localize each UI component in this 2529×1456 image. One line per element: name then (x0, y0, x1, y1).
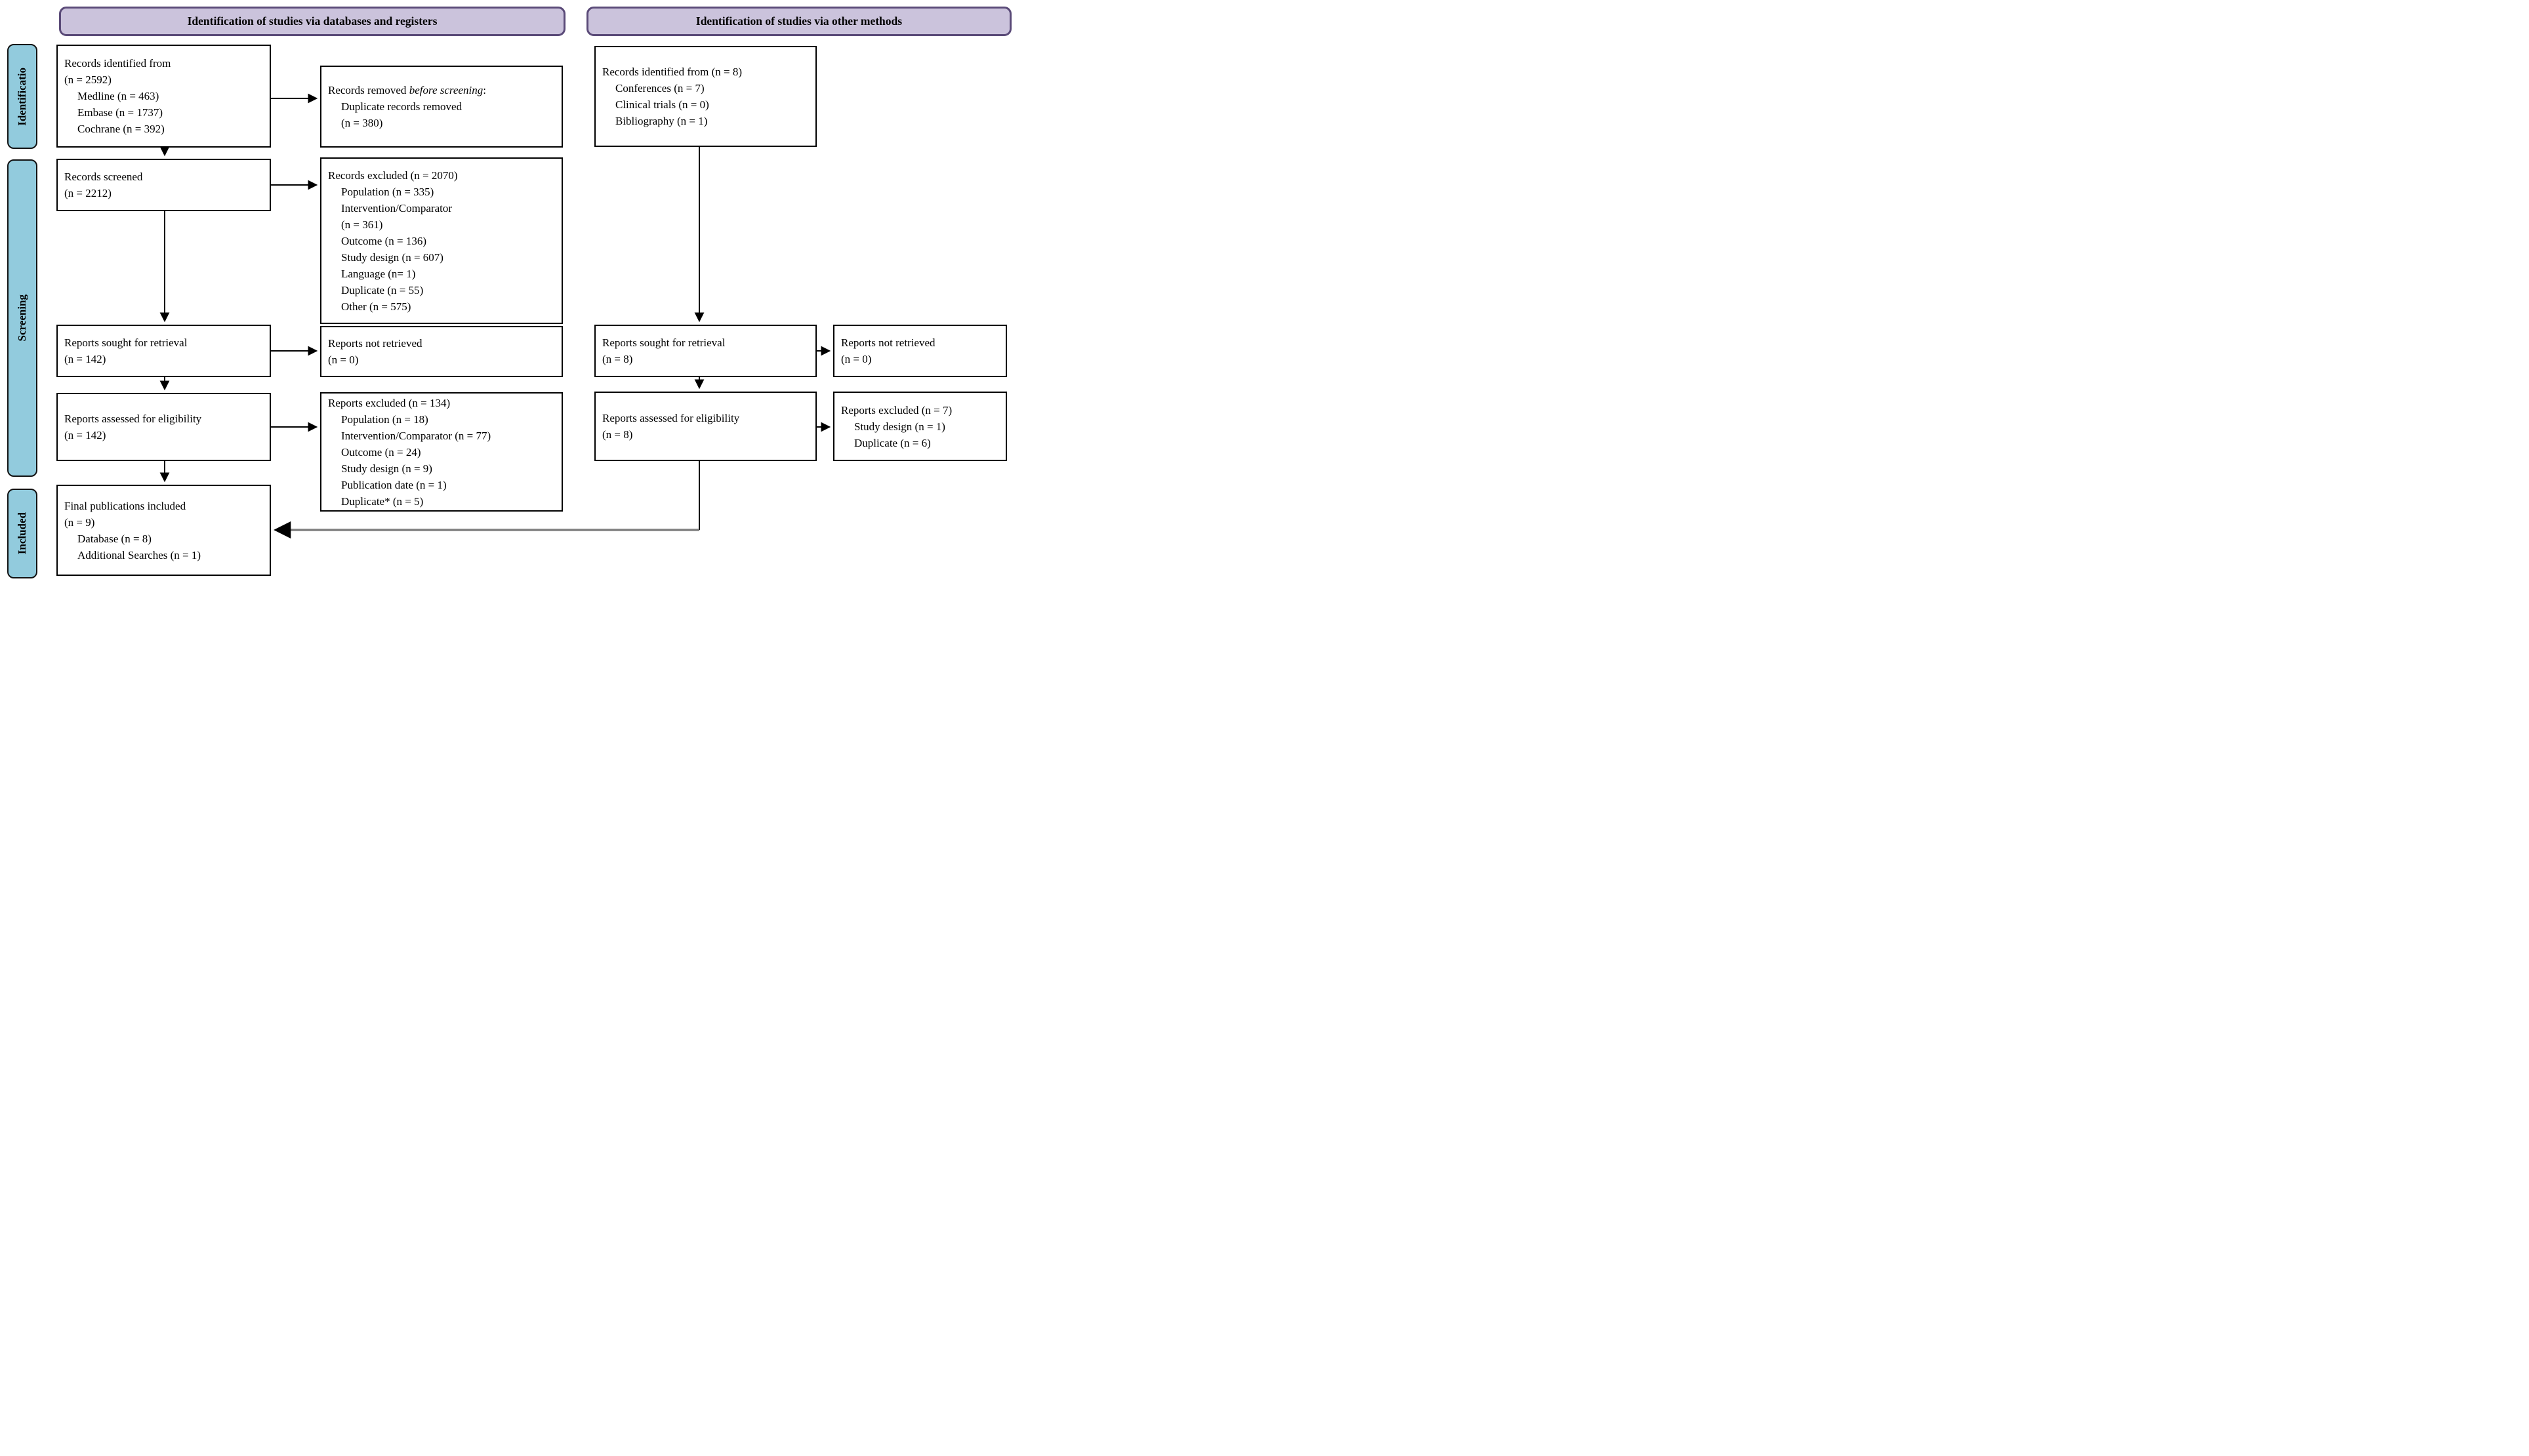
box-line: (n = 142) (64, 429, 106, 441)
box-line: Other (n = 575) (341, 300, 411, 313)
box-line: Duplicate (n = 55) (341, 283, 424, 296)
box-line: Outcome (n = 136) (341, 234, 426, 247)
box-line: Study design (n = 1) (854, 420, 945, 433)
box-line: Additional Searches (n = 1) (77, 548, 201, 561)
box-line: Reports assessed for eligibility (64, 413, 202, 425)
stage-included (7, 489, 37, 578)
box-line: Reports assessed for eligibility (602, 412, 740, 424)
box-line: Reports excluded (n = 7) (841, 403, 953, 416)
box-line: Reports sought for retrieval (64, 336, 188, 349)
box-line: Study design (n = 607) (341, 251, 443, 264)
box-reports-sought-other (594, 325, 817, 377)
box-line: Intervention/Comparator (341, 201, 453, 214)
box-line: Outcome (n = 24) (341, 445, 421, 458)
box-line: Records identified from (64, 57, 171, 70)
box-line: Conferences (n = 7) (615, 82, 705, 94)
stage-screening (7, 159, 37, 477)
box-line: Records identified from (n = 8) (602, 66, 743, 78)
box-records-removed (320, 66, 563, 148)
italic-phrase: before screening (409, 84, 483, 96)
box-reports-excluded-134 (320, 392, 563, 512)
box-line: Database (n = 8) (77, 532, 152, 545)
box-records-identified-databases (56, 45, 271, 148)
box-line: Population (n = 335) (341, 185, 434, 198)
stage-identification-label: Identificatio (16, 67, 28, 126)
box-records-screened (56, 159, 271, 211)
box-line: Duplicate* (n = 5) (341, 495, 424, 508)
box-line: (n = 2592) (64, 73, 112, 86)
box-line: (n = 142) (64, 353, 106, 365)
prisma-flow-diagram (0, 0, 1014, 584)
box-line: Embase (n = 1737) (77, 106, 163, 119)
box-reports-not-retrieved (320, 326, 563, 377)
box-line: (n = 8) (602, 428, 633, 441)
box-records-identified-other (594, 46, 817, 147)
box-line: Reports excluded (n = 134) (328, 396, 451, 409)
box-line: (n = 380) (341, 117, 383, 129)
stage-screening-label: Screening (16, 294, 28, 342)
box-line: Duplicate (n = 6) (854, 436, 931, 449)
box-reports-not-retrieved-other (833, 325, 1007, 377)
box-line: Bibliography (n = 1) (615, 115, 708, 127)
box-records-excluded (320, 157, 563, 324)
header-other-label: Identification of studies via other methods (695, 14, 903, 28)
box-line: Records removed before screening: (328, 84, 486, 96)
box-reports-sought (56, 325, 271, 377)
box-reports-assessed-other (594, 392, 817, 461)
box-reports-assessed (56, 393, 271, 461)
box-line: Records excluded (n = 2070) (328, 169, 458, 182)
box-line: Study design (n = 9) (341, 462, 432, 475)
box-line: Intervention/Comparator (n = 77) (341, 429, 491, 442)
box-line: (n = 9) (64, 516, 95, 529)
box-line: Language (n= 1) (341, 267, 416, 280)
box-line: (n = 0) (841, 353, 872, 365)
box-line: Medline (n = 463) (77, 90, 159, 102)
header-databases-registers (59, 7, 565, 36)
box-line: (n = 0) (328, 354, 359, 366)
box-line: Records screened (64, 171, 143, 183)
box-line: Clinical trials (n = 0) (615, 98, 709, 111)
box-reports-excluded-7 (833, 392, 1007, 461)
header-other-methods (586, 7, 1012, 36)
box-final-publications (56, 485, 271, 576)
stage-identification (7, 44, 37, 149)
box-line: Reports sought for retrieval (602, 336, 726, 349)
box-line: Final publications included (64, 499, 186, 512)
box-line: Cochrane (n = 392) (77, 123, 165, 135)
box-line: Publication date (n = 1) (341, 478, 447, 491)
header-databases-label: Identification of studies via databases and registers (187, 14, 438, 28)
box-line: (n = 2212) (64, 187, 112, 199)
box-line: (n = 361) (341, 218, 383, 231)
box-line: Duplicate records removed (341, 100, 463, 113)
box-line: Population (n = 18) (341, 413, 428, 426)
box-line: Reports not retrieved (328, 337, 422, 350)
stage-included-label: Included (16, 512, 28, 555)
box-line: (n = 8) (602, 353, 633, 365)
box-line: Reports not retrieved (841, 336, 936, 349)
